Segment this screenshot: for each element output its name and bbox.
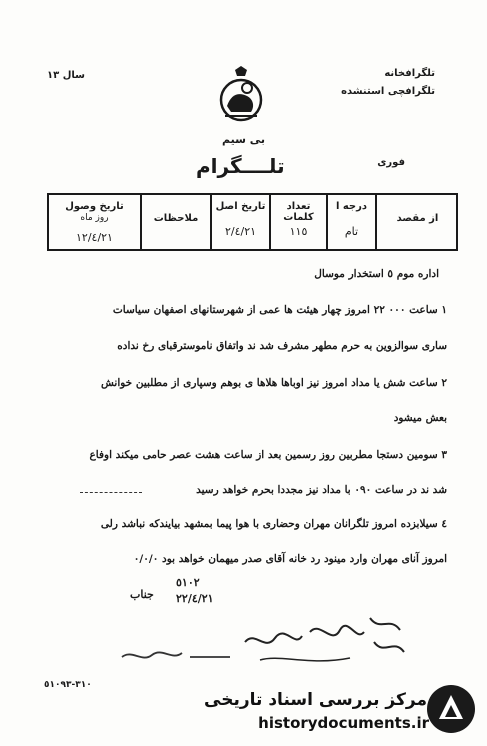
closing-date: ٢٢/٤/٢١	[176, 592, 214, 605]
wireless-label: بی سیم	[222, 133, 266, 146]
telegram-title: تلــــگرام	[196, 154, 285, 178]
year-label: سال ١٣	[47, 70, 85, 81]
closing-janab: جناب	[130, 588, 154, 601]
telegram-header-table	[47, 193, 458, 251]
watermark-url: historydocuments.ir	[258, 714, 429, 732]
handwritten-signatures-icon	[240, 612, 410, 672]
watermark-title: مرکز بررسی اسناد تاریخی	[204, 690, 427, 710]
lion-and-sun-crest-icon	[217, 66, 265, 124]
agency-label-1: تلگرافخانه	[384, 68, 435, 79]
message-line: ٢ ساعت شش یا مداد امروز نیز اوباها هلاها ی بوهم وسپاری از مطلبین خوانش	[101, 377, 447, 389]
message-line: شد ند در ساعت ٠٩٠ با مداد نیز مجددا بحرم خواهد رسید	[196, 484, 447, 496]
receive-date-label: تاریخ وصول	[65, 201, 124, 212]
message-line: بعش میشود	[393, 412, 447, 424]
message-line: امروز آنای مهران وارد مینود رد خانه آقای صدر میهمان خواهد بود ٠/٠/٠	[133, 553, 447, 565]
priority-label: درجه ا	[335, 201, 368, 212]
message-line: ٤ سیلابزده امروز تلگرانان مهران وحضاری با هوا پیما بمشهد بیایندکه نباشد رلی	[100, 518, 447, 530]
receive-date-value: ١٢/٤/٢١	[76, 231, 113, 244]
remarks-label: ملاحظات	[153, 213, 199, 224]
word-count-label: تعداد کلمات	[283, 201, 314, 223]
agency-label-2: تلگرافچی استنشده	[341, 86, 435, 97]
urgent-label: فوری	[377, 157, 405, 168]
origin-date-label: تاریخ اصل	[215, 201, 266, 212]
message-line: ساری سوالزوین به حرم مطهر مشرف شد ند واتفاق ناموسترقبای رخ نداده	[117, 340, 447, 352]
priority-value: تام	[344, 225, 359, 238]
archive-logo-icon	[425, 683, 477, 735]
salutation-line: اداره موم ٥ استخدار موسال	[314, 268, 439, 280]
receive-date-sub: روز ماه	[80, 213, 109, 223]
handwritten-annotation-icon	[120, 645, 240, 667]
word-count-value: ١١٥	[289, 225, 308, 238]
message-line: ٣ سومین دستجا مطربین روز رسمین بعد از ساعت هشت عصر حامی میکند اوفاع	[89, 449, 447, 461]
message-line: ١ ساعت ٠٠٠ ٢٢ امروز چهار هیئت ها عمی از شهرستانهای اصفهان سیاسات	[112, 304, 447, 316]
dashed-filler	[80, 492, 142, 493]
origin-date-value: ٢/٤/٢١	[224, 225, 257, 238]
sender-number: ٥١٠٢	[176, 576, 200, 589]
document-number: ٣١٠-٥١٠٩٣	[44, 680, 92, 690]
origin-place-label: از مقصد	[396, 213, 439, 224]
